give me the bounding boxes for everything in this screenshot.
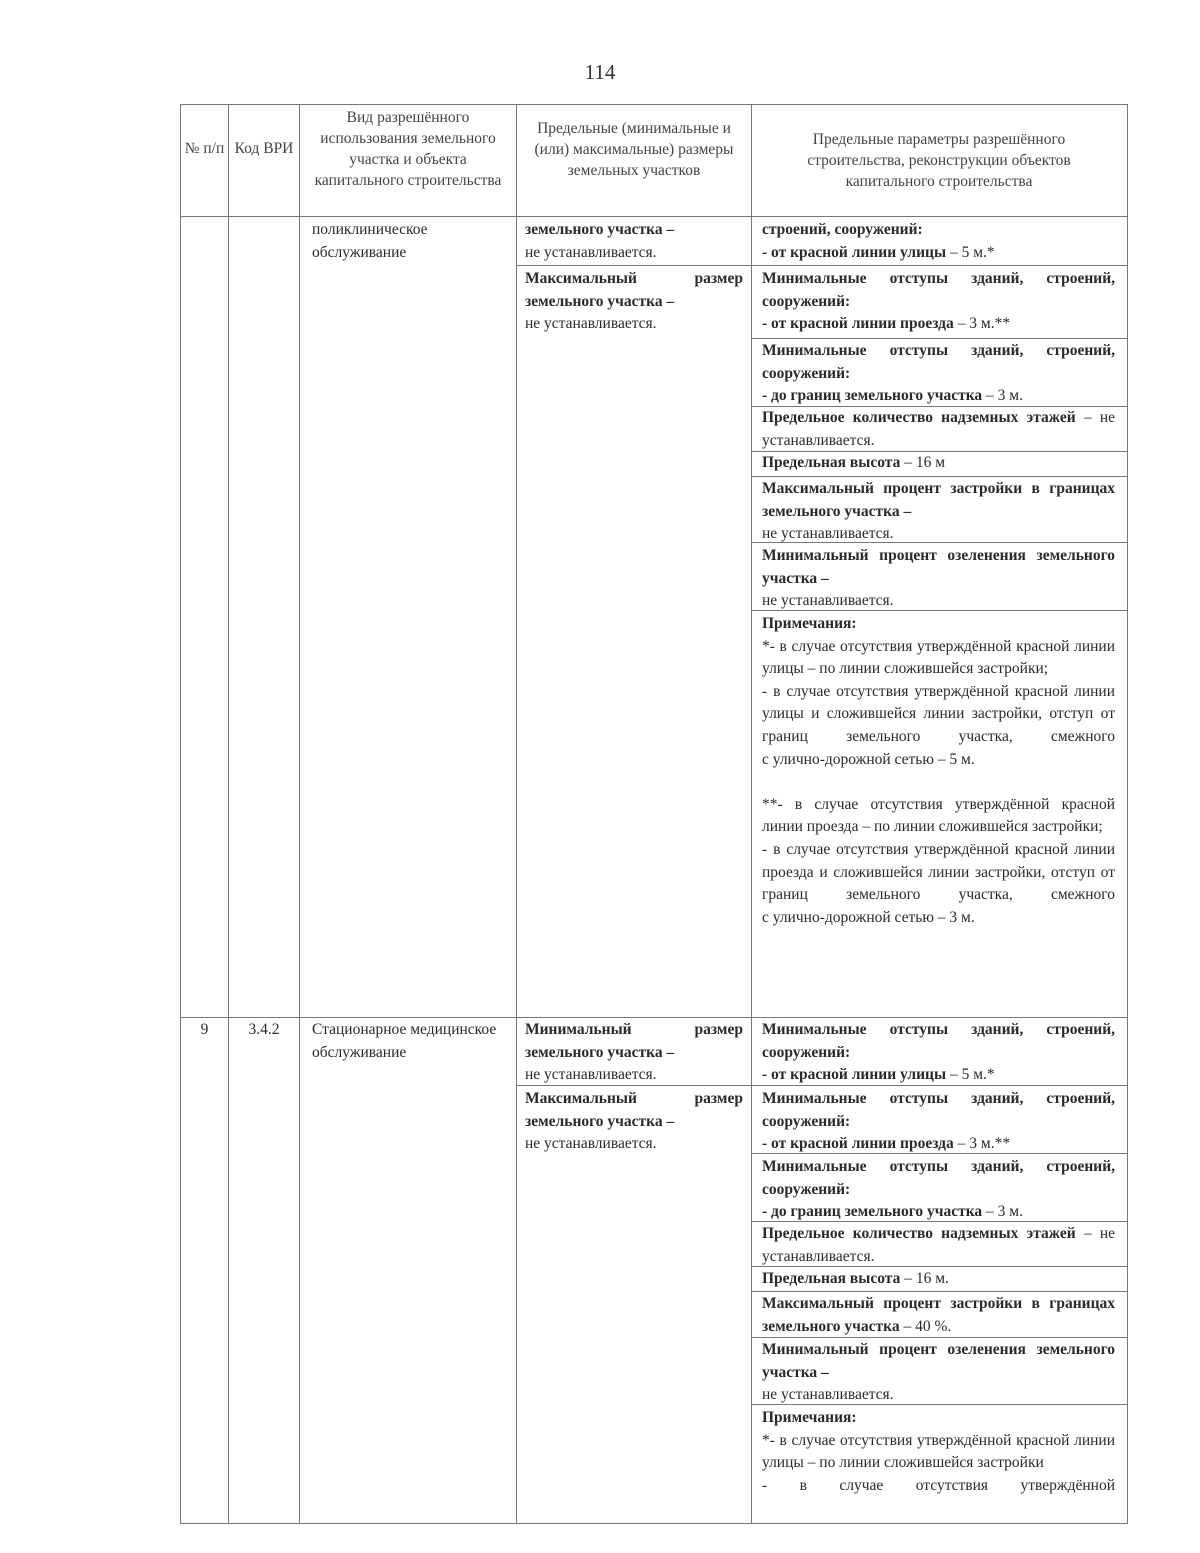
note: - в случае отсутствия утверждённой	[762, 1476, 1115, 1494]
row2-size-max	[525, 1088, 743, 1156]
spacer	[762, 771, 1115, 794]
text: Максимальный размер	[525, 270, 743, 287]
cell-divider	[516, 265, 751, 266]
text: – 40 %.	[899, 1317, 952, 1335]
text: Минимальные отступы зданий, строений, сооружений:	[762, 342, 1115, 382]
note: *- в случае отсутствия утверждённой красной линии улицы – по линии сложившейся застройки	[762, 1431, 1115, 1472]
text: - от красной линии проезда	[762, 1135, 954, 1153]
page-number: 114	[584, 60, 616, 84]
row2-use: Стационарное медицинское обслуживание	[312, 1021, 497, 1061]
text: Предельное количество надземных этажей	[762, 1225, 1076, 1242]
text: строений, сооружений:	[762, 221, 923, 238]
row2-param-street	[762, 1019, 1115, 1087]
text: Минимальные отступы зданий, строений, сооружений:	[762, 270, 1115, 310]
text: Максимальный процент застройки в границах земельного участка	[762, 1295, 1115, 1335]
text: – не устанавливается.	[762, 1225, 1115, 1265]
text: Максимальный процент застройки в границах земельного участка –	[762, 480, 1115, 520]
text: - от красной линии проезда	[762, 315, 954, 333]
text: Минимальный размер	[525, 1021, 743, 1038]
text: земельного участка –	[525, 1112, 675, 1130]
text: Предельная высота	[762, 454, 901, 471]
row2-param-floors	[762, 1223, 1115, 1268]
text: – 3 м.	[982, 387, 1023, 405]
col-divider	[228, 105, 229, 1523]
text: не устанавливается.	[525, 243, 657, 261]
text: земельного участка –	[525, 221, 675, 238]
notes-title: Примечания:	[762, 1409, 857, 1426]
cell-divider	[751, 338, 1127, 339]
text: земельного участка –	[525, 292, 675, 310]
cell-divider	[751, 265, 1127, 266]
row2-param-road	[762, 1088, 1115, 1156]
row2-param-green	[762, 1339, 1115, 1407]
text: – 16 м	[900, 454, 946, 471]
row2-param-height	[762, 1268, 1115, 1291]
text: Минимальные отступы зданий, строений, сооружений:	[762, 1158, 1115, 1198]
text: не устанавливается.	[762, 1386, 894, 1404]
text: Минимальный процент озеленения земельного участка –	[762, 1341, 1115, 1381]
header-code: Код ВРИ	[234, 140, 294, 157]
text: - от красной линии улицы	[762, 1066, 947, 1084]
note: - в случае отсутствия утверждённой красной линии улицы и сложившейся линии застройки, отступ от границ земельного участка, смежного	[762, 682, 1115, 745]
text: Максимальный размер	[525, 1090, 743, 1107]
row2-code: 3.4.2	[248, 1021, 280, 1038]
header-use: Вид разрешённого использования земельного участка и объекта капитального строительства	[314, 109, 502, 189]
header-num: № п/п	[184, 140, 225, 157]
header-bottom-line	[181, 216, 1127, 217]
row2-num: 9	[200, 1021, 209, 1038]
col-divider	[751, 105, 752, 1523]
zoning-table	[180, 104, 1128, 1524]
row1-param-build	[762, 478, 1115, 546]
text: не устанавливается.	[525, 315, 657, 333]
row1-use: поликлиническое обслуживание	[312, 221, 428, 261]
note: с улично-дорожной сетью – 3 м.	[762, 908, 975, 926]
text: - до границ земельного участка	[762, 1203, 983, 1221]
row2-param-build	[762, 1293, 1115, 1338]
text: Минимальные отступы зданий, строений, сооружений:	[762, 1090, 1115, 1130]
text: - до границ земельного участка	[762, 387, 983, 405]
text: – 16 м.	[900, 1270, 949, 1287]
text: – 5 м.*	[946, 243, 995, 261]
row1-size-max	[525, 268, 743, 336]
row1-param-floors	[762, 407, 1115, 452]
note: *- в случае отсутствия утверждённой красной линии улицы – по линии сложившейся застройки;	[762, 637, 1115, 678]
text: Предельное количество надземных этажей	[762, 409, 1076, 426]
cell-divider	[751, 476, 1127, 477]
row-divider	[181, 1017, 1127, 1018]
row1-param-road	[762, 268, 1115, 336]
row1-size-cont	[525, 219, 743, 264]
text: Предельная высота	[762, 1270, 901, 1287]
row2-param-border	[762, 1156, 1115, 1224]
row2-size-min	[525, 1019, 743, 1087]
header-params: Предельные параметры разрешённого строительства, реконструкции объектов капитального строительства	[807, 131, 1071, 190]
header-size: Предельные (минимальные и (или) максимальные) размеры земельных участков	[534, 120, 734, 179]
note: с улично-дорожной сетью – 5 м.	[762, 750, 975, 768]
row1-param-green	[762, 545, 1115, 613]
text: – 3 м.**	[953, 315, 1011, 333]
text: земельного участка –	[525, 1043, 675, 1061]
text: не устанавливается.	[762, 525, 894, 543]
note: **- в случае отсутствия утверждённой красной линии проезда – по линии сложившейся застройки;	[762, 795, 1115, 836]
row1-param-border	[762, 340, 1115, 408]
col-divider	[516, 105, 517, 1523]
text: - от красной линии улицы	[762, 243, 947, 261]
row1-param-height	[762, 452, 1115, 475]
text: Минимальные отступы зданий, строений, сооружений:	[762, 1021, 1115, 1061]
cell-divider	[751, 1291, 1127, 1292]
text: – 5 м.*	[946, 1066, 995, 1084]
text: не устанавливается.	[525, 1066, 657, 1084]
note: - в случае отсутствия утверждённой красной линии проезда и сложившейся линии застройки, отступ от границ земельного участка, смежного	[762, 840, 1115, 904]
text: – не устанавливается.	[762, 409, 1115, 449]
col-divider	[299, 105, 300, 1523]
row2-notes	[762, 1407, 1115, 1497]
text: – 3 м.**	[953, 1135, 1011, 1153]
notes-title: Примечания:	[762, 615, 857, 632]
row1-param-street	[762, 219, 1115, 264]
text: Минимальный процент озеленения земельного участка –	[762, 547, 1115, 587]
row1-notes	[762, 613, 1115, 929]
text: не устанавливается.	[525, 1135, 657, 1153]
text: – 3 м.	[982, 1203, 1023, 1221]
text: не устанавливается.	[762, 592, 894, 610]
